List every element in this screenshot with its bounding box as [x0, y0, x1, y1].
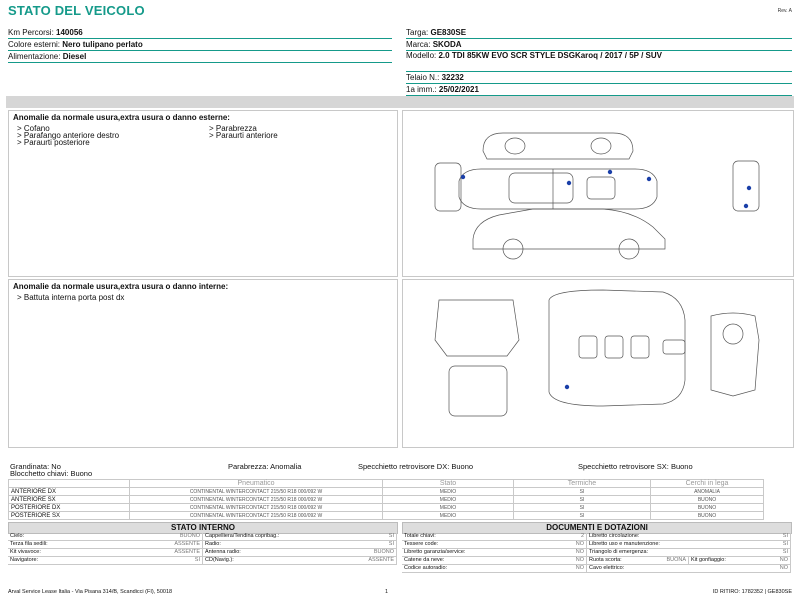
parabrezza-text: Parabrezza: Anomalia: [228, 462, 302, 471]
table-row: ANTERIORE SX CONTINENTAL WINTERCONTACT 215/50 R18 000/092 W MEDIO SI BUONO: [9, 496, 764, 504]
interior-items: > Battuta interna porta post dx: [17, 293, 125, 302]
specchietto-sx-text: Specchietto retrovisore SX: Buono: [578, 462, 693, 471]
targa-row: Targa: GE830SE: [406, 27, 792, 39]
km-row: Km Percorsi: 140056: [8, 27, 392, 39]
list-item: Cielo: BUONO: [8, 533, 203, 541]
colore-row: Colore esterni: Nero tulipano perlato: [8, 39, 392, 51]
blocchetto-text: Blocchetto chiavi: Buono: [10, 469, 93, 478]
section-band: [6, 96, 794, 108]
exterior-items-left: > Cofano > Parafango anteriore destro > Paraurti posteriore: [17, 124, 120, 147]
marca-row: Marca: SKODA: [406, 39, 792, 51]
car-exterior-diagram: [403, 111, 793, 276]
table-row: POSTERIORE DX CONTINENTAL WINTERCONTACT 215/50 R18 000/092 W MEDIO SI BUONO: [9, 504, 764, 512]
specchietto-dx-text: Specchietto retrovisore DX: Buono: [358, 462, 474, 471]
footer-company: Arval Service Lease Italia - Via Pisana 314/B, Scandicci (FI), 50018: [8, 589, 173, 595]
list-item: Antenna radio: BUONO: [203, 549, 397, 557]
list-item: Codice autoradio: NO: [402, 565, 587, 573]
list-item: Libretto uso e manutenzione: SI: [587, 541, 791, 549]
list-item: Libretto circolazione: SI: [587, 533, 791, 541]
list-item: Triangolo di emergenza: SI: [587, 549, 791, 557]
list-item: Kit gonfiaggio: NO: [689, 557, 791, 565]
list-item: Tessere code: NO: [402, 541, 587, 549]
list-item: Totale chiavi: 2: [402, 533, 587, 541]
revision-label: Rev. A: [777, 8, 792, 14]
footer-id: ID RITIRO: 1782352 | GE830SE: [712, 589, 792, 595]
footer-page: 1: [385, 589, 389, 595]
list-item: Cavo elettrico: NO: [587, 565, 791, 573]
page-title: STATO DEL VEICOLO: [8, 3, 145, 18]
table-row: ANTERIORE DX CONTINENTAL WINTERCONTACT 215/50 R18 000/092 W MEDIO SI ANOMALIA: [9, 488, 764, 496]
tyres-header-row: Pneumatico Stato Termiche Cerchi in lega: [9, 480, 764, 488]
exterior-damage-panel: [8, 110, 398, 277]
list-item: CD(Navig.): ASSENTE: [203, 557, 397, 565]
exterior-items-right: > Parabrezza > Paraurti anteriore: [209, 124, 278, 140]
car-interior-diagram: [403, 280, 793, 447]
list-item: Libretto garanzia/service: NO: [402, 549, 587, 557]
tyres-table: [8, 479, 764, 520]
interior-damage-panel: [8, 279, 398, 448]
list-item: Radio: SI: [203, 541, 397, 549]
exterior-diagram-panel: [402, 110, 794, 277]
grandinata-text: Grandinata: No: [10, 462, 61, 471]
immatricolazione-row: 1a imm.: 25/02/2021: [406, 84, 792, 96]
telaio-row: Telaio N.: 32232: [406, 72, 792, 84]
list-item: Ruota scorta: BUONA: [587, 557, 689, 565]
list-item: Terza fila sedili: ASSENTE: [8, 541, 203, 549]
documenti-title: DOCUMENTI E DOTAZIONI: [402, 522, 792, 534]
list-item: Navigatore: SI: [8, 557, 203, 565]
stato-interno-title: STATO INTERNO: [8, 522, 398, 534]
table-row: POSTERIORE SX CONTINENTAL WINTERCONTACT 215/50 R18 000/092 W MEDIO SI BUONO: [9, 512, 764, 520]
list-item: Kit vivavoce: ASSENTE: [8, 549, 203, 557]
interior-diagram-panel: [402, 279, 794, 448]
interior-damage-title: Anomalie da normale usura,extra usura o danno interne:: [13, 282, 229, 291]
modello-row: Modello: 2.0 TDI 85KW EVO SCR STYLE DSGKaroq / 2017 / 5P / SUV: [406, 51, 792, 72]
list-item: Cappelliera/Tendina copribag.: SI: [203, 533, 397, 541]
exterior-damage-title: Anomalie da normale usura,extra usura o danno esterne:: [13, 113, 230, 122]
list-item: Catene da neve: NO: [402, 557, 587, 565]
alimentazione-row: Alimentazione: Diesel: [8, 51, 392, 63]
